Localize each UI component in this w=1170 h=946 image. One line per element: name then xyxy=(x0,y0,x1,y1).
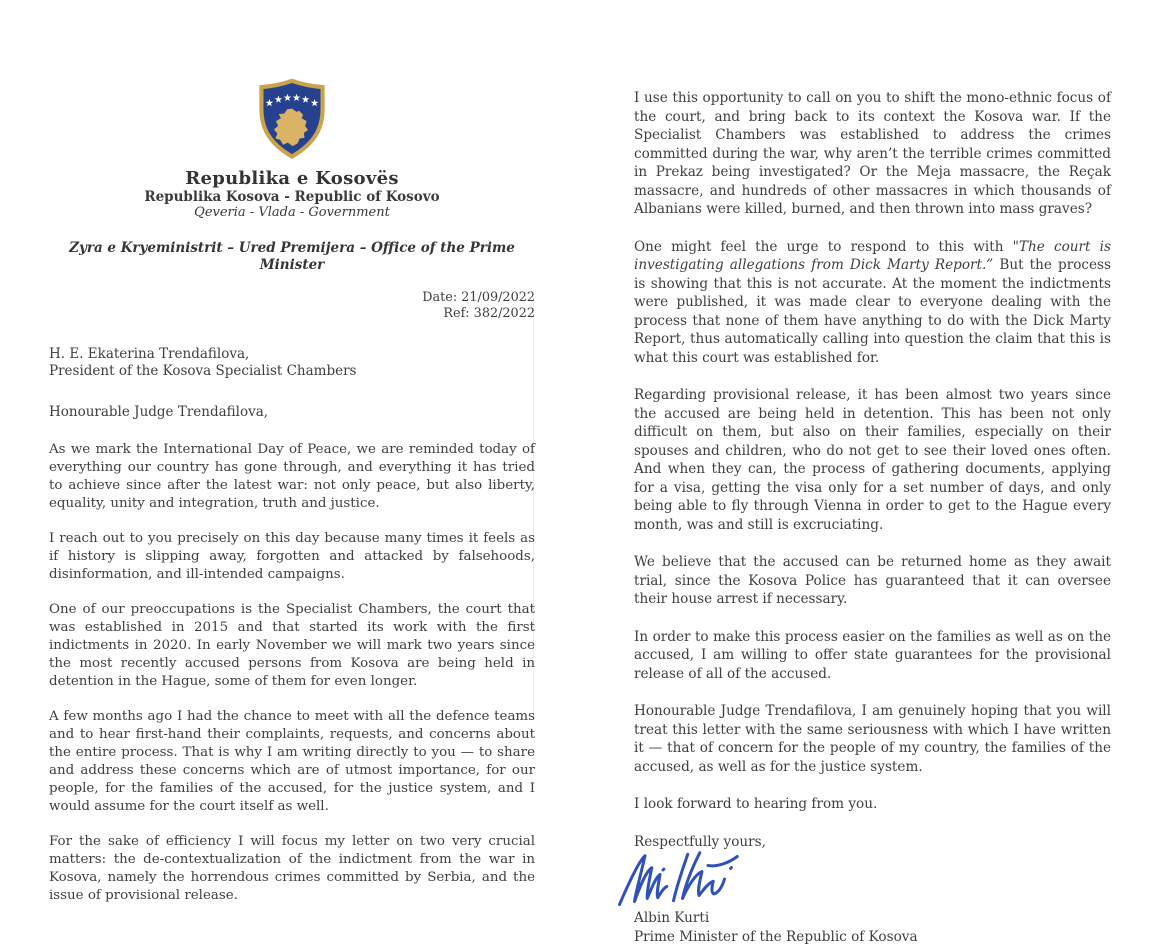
letter-meta xyxy=(49,290,535,322)
date-line: Date: 21/09/2022 xyxy=(49,290,535,306)
body-paragraph: One of our preoccupations is the Specialist Chambers, the court that was established in 2015 and that started its work with the first indictments in 2020. In early November we will mark two years since the most recently accused persons from Kosova are being held in detention in the Hague, some of them for even longer. xyxy=(49,601,535,691)
kosovo-coat-of-arms-icon xyxy=(257,78,327,160)
body-paragraph: A few months ago I had the chance to meet with all the defence teams and to hear first-hand their complaints, requests, and concerns about the entire process. That is why I am writing directly to you — to share and address these concerns which are of utmost importance, for our people, for the families of the accused, for the justice system, and I would assume for the court itself as well. xyxy=(49,708,535,816)
body-paragraph: As we mark the International Day of Peace, we are reminded today of everything our country has gone through, and everything it has tried to achieve since after the latest war: not only peace, but also liberty, equality, unity and integration, truth and justice. xyxy=(49,441,535,513)
office-of-prime-minister-line: Zyra e Kryeministrit – Ured Premijera – Office of the Prime Minister xyxy=(49,240,535,274)
recipient-title: President of the Kosova Specialist Chambers xyxy=(49,363,535,380)
recipient-block xyxy=(49,346,535,380)
letter-page-2 xyxy=(634,89,1111,946)
country-subtitle: Republika Kosova - Republic of Kosovo xyxy=(49,189,535,205)
signature-container xyxy=(618,849,1111,909)
body-paragraph: One might feel the urge to respond to this with "The court is investigating allegations from Dick Marty Report.” But the process is showing that this is not accurate. At the moment the indictments were published, it was made clear to everyone dealing with the process that none of them have anything to do with the Dick Marty Report, thus automatically calling into question the claim that this is what this court was established for. xyxy=(634,238,1111,368)
signer-title: Prime Minister of the Republic of Kosova xyxy=(634,928,1111,946)
body-paragraph: I reach out to you precisely on this day because many times it feels as if history is slipping away, forgotten and attacked by falsehoods, disinformation, and ill-intended campaigns. xyxy=(49,530,535,584)
body-paragraph: For the sake of efficiency I will focus my letter on two very crucial matters: the de-contextualization of the indictment from the war in Kosova, namely the horrendous crimes committed by Serbia, and the issue of provisional release. xyxy=(49,833,535,905)
signature-autograph-icon xyxy=(618,849,768,909)
letter-page-1 xyxy=(49,78,535,922)
body-paragraph: In order to make this process easier on the families as well as on the accused, I am willing to offer state guarantees for the provisional release of all of the accused. xyxy=(634,628,1111,684)
recipient-name: H. E. Ekaterina Trendafilova, xyxy=(49,346,535,363)
body-paragraph: Honourable Judge Trendafilova, I am genuinely hoping that you will treat this letter with the same seriousness with which I have written it — that of concern for the people of my country, the families of the accused, as well as for the justice system. xyxy=(634,702,1111,776)
ref-line: Ref: 382/2022 xyxy=(49,306,535,322)
salutation: Honourable Judge Trendafilova, xyxy=(49,404,535,421)
government-line: Qeveria - Vlada - Government xyxy=(49,205,535,220)
closing-line: I look forward to hearing from you. xyxy=(634,795,1111,814)
body-paragraph: We believe that the accused can be returned home as they await trial, since the Kosova Police has guaranteed that it can oversee their house arrest if necessary. xyxy=(634,553,1111,609)
country-title: Republika e Kosovës xyxy=(49,168,535,189)
valediction: Respectfully yours, xyxy=(634,833,1111,852)
signer-name: Albin Kurti xyxy=(634,909,1111,928)
signer-block xyxy=(634,909,1111,946)
body-paragraph: Regarding provisional release, it has been almost two years since the accused are being held in detention. This has been not only difficult on them, but also on their families, especially on their spouses and children, who do not get to see their loved ones often. And when they can, the process of gathering documents, applying for a visa, getting the visa only for a set number of days, and only being able to fly through Vienna in order to get to the Hague every month, was and still is excruciating. xyxy=(634,386,1111,534)
body-paragraph: I use this opportunity to call on you to shift the mono-ethnic focus of the court, and bring back to its context the Kosova war. If the Specialist Chambers was established to address the crimes committed during the war, why aren’t the terrible crimes committed in Prekaz being investigated? Or the Meja massacre, the Reçak massacre, and hundreds of other massacres in which thousands of Albanians were killed, burned, and then thrown into mass graves? xyxy=(634,89,1111,219)
emblem-container xyxy=(49,78,535,164)
